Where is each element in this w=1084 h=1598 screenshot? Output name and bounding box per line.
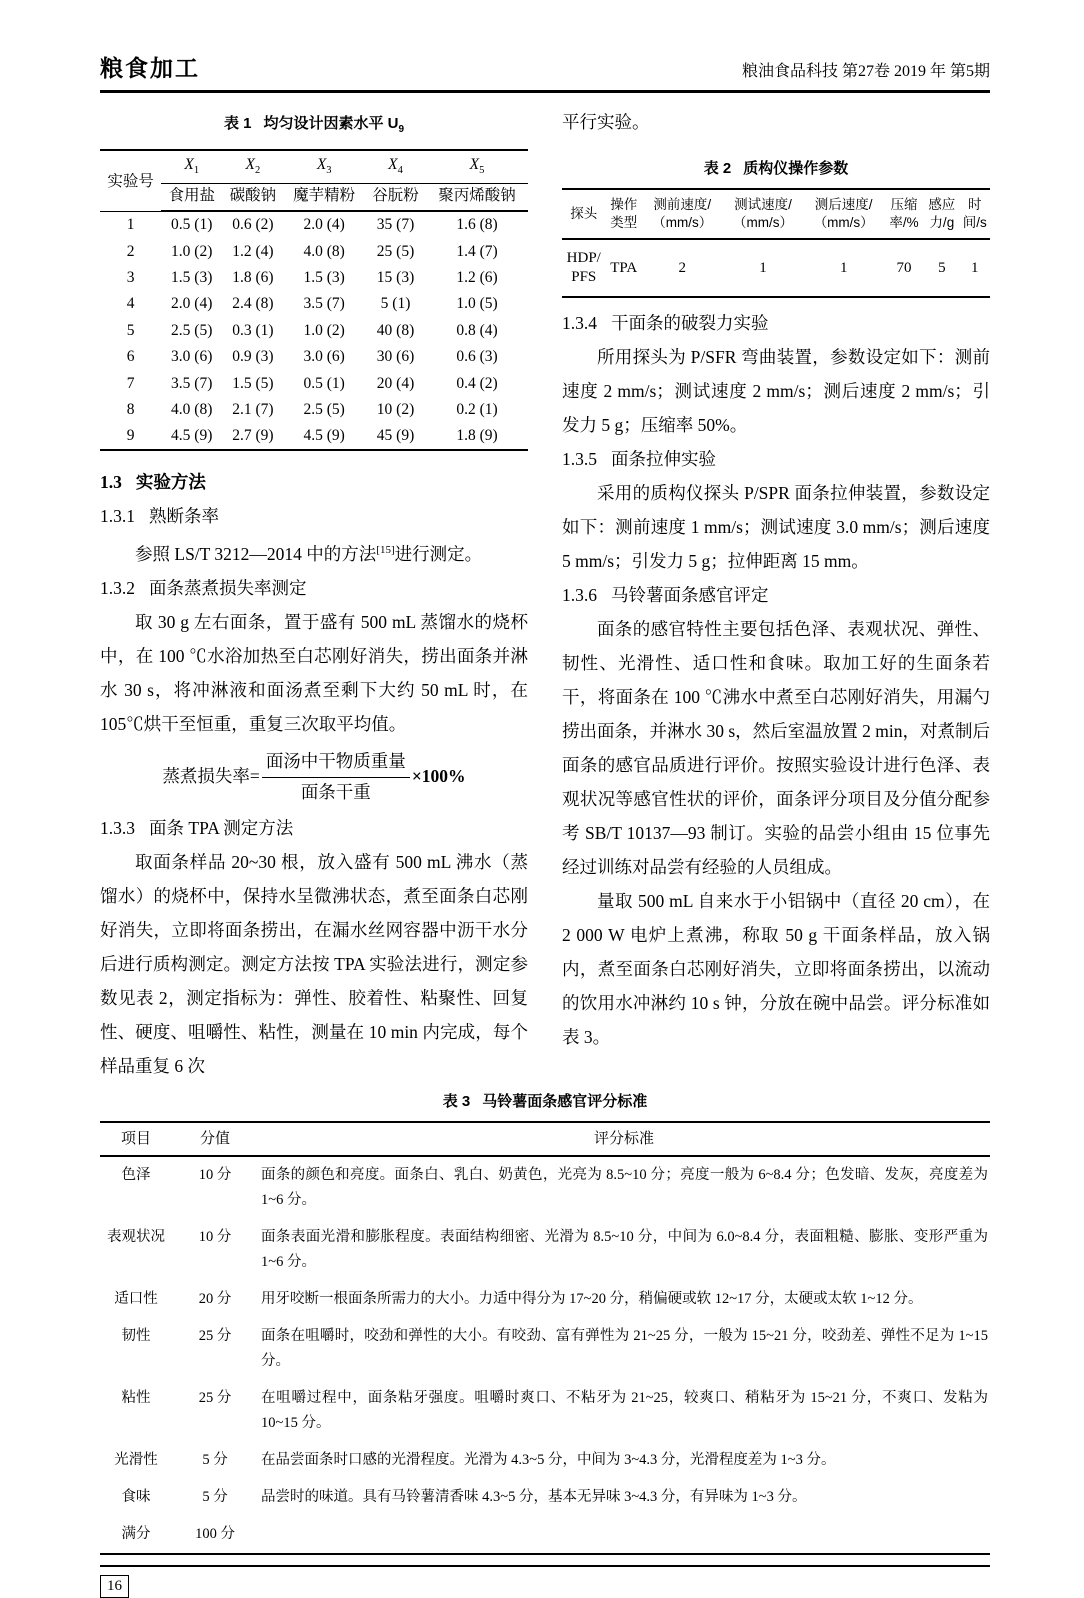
- section-heading-1-3: 1.3 实验方法: [100, 472, 206, 493]
- table1-cell: 3.5 (7): [303, 295, 345, 313]
- table1: [100, 149, 528, 451]
- table1-rowhead: 实验号: [100, 150, 161, 211]
- table2-cell: 2: [678, 259, 686, 276]
- table3-standard: 用牙咬断一根面条所需力的大小。力适中得分为 17~20 分，稍偏硬或软 12~17 分，太硬或太软 1~12 分。: [261, 1291, 923, 1308]
- table1-factor-name: 聚丙烯酸钠: [426, 184, 528, 212]
- table1-caption-label: 表 1: [223, 115, 252, 132]
- table2-header: 压缩率/%: [884, 189, 924, 239]
- table2-cell: 1: [839, 259, 848, 276]
- table1-factor-name: 食用盐: [161, 184, 222, 212]
- table1-cell: 1.0 (2): [303, 321, 345, 339]
- section-heading-1-3-5: 1.3.5 面条拉伸实验: [562, 449, 716, 469]
- table1-cell: 1.5 (3): [303, 269, 345, 287]
- section-heading-1-3-6: 1.3.6 马铃薯面条感官评定: [562, 585, 769, 605]
- table1-row: [100, 397, 528, 423]
- table3-row: [100, 1281, 990, 1318]
- table1-factor-name: 魔芋精粉: [283, 184, 365, 212]
- table1-cell: 1: [126, 216, 135, 234]
- right-column: [562, 105, 990, 1083]
- table1-cell: 0.4 (2): [456, 374, 498, 392]
- table2-row: [562, 239, 990, 297]
- table3-score: 10 分: [198, 1167, 232, 1184]
- table2: [562, 188, 990, 298]
- table1-factor-symbol: $X_5$: [426, 150, 528, 184]
- section-heading-1-3-4: 1.3.4 干面条的破裂力实验: [562, 313, 769, 333]
- table1-row: [100, 318, 528, 344]
- table1-cell: 1.5 (5): [232, 374, 274, 392]
- table3-row: [100, 1516, 990, 1554]
- table3-standard: 面条表面光滑和膨胀程度。表面结构细密、光滑为 8.5~10 分，中间为 6.0~8.4 分，表面粗糙、膨胀、变形严重为 1~6 分。: [261, 1229, 988, 1271]
- table2-cell: TPA: [610, 259, 638, 276]
- table1-cell: 9: [126, 427, 135, 445]
- table3-standard: 面条在咀嚼时，咬劲和弹性的大小。有咬劲、富有弹性为 21~25 分，一般为 15~21 分，咬劲差、弹性不足为 1~15 分。: [261, 1328, 988, 1370]
- table1-factor-symbol: $X_2$: [222, 150, 283, 184]
- table1-cell: 4.0 (8): [171, 400, 213, 418]
- table3-score: 25 分: [198, 1390, 232, 1407]
- table1-row: [100, 370, 528, 396]
- table1-cell: 2.5 (5): [303, 400, 345, 418]
- table3-header: 分值: [172, 1122, 258, 1156]
- table3-row: [100, 1380, 990, 1442]
- table1-cell: 3: [126, 269, 135, 287]
- table2-caption: [562, 159, 990, 179]
- paragraph-continuation: 平行实验。: [562, 112, 650, 132]
- table1-factor-symbol: $X_1$: [161, 150, 222, 184]
- table1-cell: 2.0 (4): [171, 295, 213, 313]
- table2-header: 感应力/g: [924, 189, 960, 239]
- table2-header: 探头: [562, 189, 606, 239]
- table1-row: [100, 291, 528, 317]
- table3-score: 100 分: [195, 1526, 235, 1543]
- table1-cell: 3.0 (6): [303, 348, 345, 366]
- table1-row: [100, 265, 528, 291]
- table3-row: [100, 1318, 990, 1380]
- table1-row: [100, 238, 528, 264]
- table1-cell: 1.4 (7): [456, 242, 498, 260]
- journal-issue-label: 粮油食品科技 第27卷 2019 年 第5期: [741, 63, 990, 80]
- table3-row: [100, 1219, 990, 1281]
- table1-cell: 0.5 (1): [303, 374, 345, 392]
- table1-cell: 1.2 (6): [456, 269, 498, 287]
- table1-cell: 35 (7): [376, 216, 415, 234]
- table3-caption-title: 马铃薯面条感官评分标准: [482, 1093, 648, 1111]
- table3-row: [100, 1156, 990, 1219]
- table3-standard: 面条的颜色和亮度。面条白、乳白、奶黄色，光亮为 8.5~10 分；亮度一般为 6~8.4 分；色发暗、发灰，亮度差为 1~6 分。: [261, 1167, 988, 1209]
- table1-cell: 1.8 (6): [232, 269, 274, 287]
- paragraph-1-3-3: 取面条样品 20~30 根，放入盛有 500 mL 沸水（蒸馏水）的烧杯中，保持水呈微沸状态，煮至面条白芯刚好消失，立即将面条捞出，在漏水丝网容器中沥干水分后进行质构测定。测定方法按 TPA 实验法进行，测定参数见表 2，测定指标为：弹性、胶着性、粘聚性、回复性、硬度、咀嚼性、粘性，测量在 10 min 内完成，每个样品重复 6 次: [100, 852, 528, 1077]
- table3-header-row: [100, 1122, 990, 1156]
- table1-cell: 8: [126, 400, 135, 418]
- table3-score: 5 分: [202, 1452, 228, 1469]
- table2-header-row: [562, 189, 990, 239]
- section-heading-1-3-3: 1.3.3 面条 TPA 测定方法: [100, 818, 294, 839]
- table2-cell: 1: [971, 259, 979, 276]
- table3-item: 食味: [121, 1489, 151, 1506]
- table3: [100, 1121, 990, 1555]
- table1-cell: 0.2 (1): [456, 400, 498, 418]
- table1-row: [100, 344, 528, 370]
- paragraph-1-3-2: 取 30 g 左右面条，置于盛有 500 mL 蒸馏水的烧杯中，在 100 ℃水浴加热至白芯刚好消失，捞出面条并淋水 30 s，将冲淋液和面汤煮至剩下大约 50 mL 时，在 105℃烘干至恒重，重复三次取平均值。: [100, 612, 528, 735]
- table2-header: 测后速度/（mm/s）: [803, 189, 884, 239]
- table3-header: 评分标准: [258, 1122, 990, 1156]
- section-heading-1-3-1: 1.3.1 熟断条率: [100, 506, 219, 527]
- table1-cell: 4: [126, 295, 135, 313]
- table1-cell: 0.5 (1): [171, 216, 213, 234]
- table1-caption: [100, 114, 528, 140]
- table1-cell: 20 (4): [376, 374, 415, 392]
- table1-cell: 10 (2): [376, 400, 415, 418]
- paragraph-1-3-5: 采用的质构仪探头 P/SPR 面条拉伸装置，参数设定如下：测前速度 1 mm/s；测试速度 3.0 mm/s；测后速度 5 mm/s；引发力 5 g；拉伸距离 15 mm。: [562, 483, 990, 571]
- left-column: [100, 105, 528, 1083]
- table1-row: [100, 211, 528, 238]
- formula-lhs: 蒸煮损失率=: [162, 766, 260, 787]
- page-number-box: 16: [100, 1575, 129, 1598]
- table3-row: [100, 1442, 990, 1479]
- table3-score: 20 分: [198, 1291, 232, 1308]
- page-header: [100, 50, 990, 93]
- table1-factor-name: 谷朊粉: [365, 184, 426, 212]
- table3-item: 适口性: [114, 1291, 158, 1308]
- table1-factor-symbol: $X_4$: [365, 150, 426, 184]
- paragraph-1-3-6b: 量取 500 mL 自来水于小铝锅中（直径 20 cm），在 2 000 W 电炉上煮沸，称取 50 g 干面条样品，放入锅内，煮至面条白芯刚好消失，立即将面条捞出，以流动的饮用水冲淋约 10 s 钟，分放在碗中品尝。评分标准如表 3。: [562, 891, 990, 1047]
- table1-row: [100, 423, 528, 450]
- table1-cell: 6: [126, 348, 135, 366]
- table1-cell: 1.0 (5): [456, 295, 498, 313]
- table1-cell: 1.6 (8): [456, 216, 498, 234]
- table1-cell: 4.5 (9): [171, 427, 213, 445]
- formula-rhs: ×100%: [411, 766, 466, 787]
- table2-cell: 1: [759, 259, 767, 276]
- table1-header-row-names: [100, 184, 528, 212]
- table1-caption-title: 均匀设计因素水平 U: [263, 115, 399, 132]
- table3-item: 韧性: [121, 1328, 151, 1345]
- table1-cell: 7: [126, 374, 135, 392]
- table2-header: 测试速度/（mm/s）: [723, 189, 804, 239]
- table1-cell: 2: [126, 242, 135, 260]
- table3-block: [100, 1092, 990, 1555]
- table1-cell: 45 (9): [376, 427, 415, 445]
- table1-cell: 2.0 (4): [303, 216, 345, 234]
- table3-standard: 在品尝面条时口感的光滑程度。光滑为 4.3~5 分，中间为 3~4.3 分，光滑程度差为 1~3 分。: [261, 1452, 836, 1469]
- table3-standard: 在咀嚼过程中，面条粘牙强度。咀嚼时爽口、不粘牙为 21~25，较爽口、稍粘牙为 15~21 分，不爽口、发粘为 10~15 分。: [261, 1390, 988, 1432]
- table3-standard: [258, 1516, 990, 1554]
- table1-factor-name: 碳酸钠: [222, 184, 283, 212]
- table1-cell: 0.6 (3): [456, 348, 498, 366]
- table3-score: 25 分: [198, 1328, 232, 1345]
- table1-cell: 3.0 (6): [171, 348, 213, 366]
- table1-cell: 0.9 (3): [232, 348, 274, 366]
- table1-cell: 0.8 (4): [456, 321, 498, 339]
- section-heading-1-3-2: 1.3.2 面条蒸煮损失率测定: [100, 578, 307, 599]
- table3-item: 粘性: [121, 1390, 151, 1407]
- footer-rule: [100, 1565, 990, 1567]
- cooking-loss-formula: [100, 749, 528, 805]
- table1-cell: 40 (8): [376, 321, 415, 339]
- table3-item: 表观状况: [107, 1229, 165, 1246]
- table2-cell: 70: [896, 259, 912, 276]
- table2-cell: 5: [938, 259, 946, 276]
- table1-cell: 0.3 (1): [232, 321, 274, 339]
- table3-caption: [100, 1092, 990, 1112]
- table2-header: 时间/s: [960, 189, 990, 239]
- table1-caption-subscript: 9: [398, 124, 405, 135]
- table1-cell: 1.0 (2): [171, 242, 213, 260]
- table3-item: 光滑性: [114, 1452, 158, 1469]
- table2-cell: HDP/ PFS: [566, 250, 601, 285]
- body-columns: [100, 105, 990, 1083]
- table1-cell: 3.5 (7): [171, 374, 213, 392]
- table3-caption-label: 表 3: [442, 1093, 471, 1111]
- formula-numerator: 面汤中干物质重量: [262, 749, 410, 777]
- table3-score: 10 分: [198, 1229, 232, 1246]
- table1-factor-symbol: $X_3$: [283, 150, 365, 184]
- table1-cell: 25 (5): [376, 242, 415, 260]
- table1-cell: 1.5 (3): [171, 269, 213, 287]
- table3-score: 5 分: [202, 1489, 228, 1506]
- table1-cell: 2.5 (5): [171, 321, 213, 339]
- table1-cell: 2.4 (8): [232, 295, 274, 313]
- table1-cell: 5: [126, 321, 135, 339]
- formula-fraction: [262, 749, 410, 805]
- table3-item: 满分: [121, 1526, 151, 1543]
- table1-cell: 1.2 (4): [232, 242, 274, 260]
- table3-standard: 品尝时的味道。具有马铃薯清香味 4.3~5 分，基本无异味 3~4.3 分，有异味为 1~3 分。: [261, 1489, 807, 1506]
- table1-cell: 5 (1): [380, 295, 411, 313]
- table1-cell: 30 (6): [376, 348, 415, 366]
- table1-cell: 2.7 (9): [232, 427, 274, 445]
- table2-header: 测前速度/（mm/s）: [642, 189, 723, 239]
- paragraph-1-3-6a: 面条的感官特性主要包括色泽、表观状况、弹性、韧性、光滑性、适口性和食味。取加工好的生面条若干，将面条在 100 ℃沸水中煮至白芯刚好消失，用漏勺捞出面条，并淋水 30 s，然后室温放置 2 min，对煮制后面条的感官品质进行评价。按照实验设计进行色泽、表观状况等感官性状的评价，面条评分项目及分值分配参考 SB/T 10137—93 制订。实验的品尝小组由 15 位事先经过训练对品尝有经验的人员组成。: [562, 619, 990, 877]
- table1-cell: 15 (3): [376, 269, 415, 287]
- paragraph-1-3-4: 所用探头为 P/SFR 弯曲装置，参数设定如下：测前速度 2 mm/s；测试速度 2 mm/s；测后速度 2 mm/s；引发力 5 g；压缩率 50%。: [562, 347, 990, 435]
- table3-item: 色泽: [121, 1167, 151, 1184]
- table3-header: 项目: [100, 1122, 172, 1156]
- table1-cell: 1.8 (9): [456, 427, 498, 445]
- formula-denominator: 面条干重: [300, 781, 371, 802]
- table1-cell: 2.1 (7): [232, 400, 274, 418]
- table2-caption-label: 表 2: [703, 160, 732, 177]
- table2-block: [562, 159, 990, 298]
- table1-cell: 4.5 (9): [303, 427, 345, 445]
- table1-cell: 0.6 (2): [232, 216, 274, 234]
- table2-header: 操作类型: [606, 189, 642, 239]
- reference-superscript: [15]: [376, 544, 395, 557]
- table2-caption-title: 质构仪操作参数: [743, 160, 849, 177]
- journal-section-title: 粮食加工: [100, 55, 200, 81]
- table1-cell: 4.0 (8): [303, 242, 345, 260]
- table1-header-row-symbols: [100, 150, 528, 184]
- table3-row: [100, 1479, 990, 1516]
- paragraph-1-3-1: 参照 LS/T 3212—2014 中的方法[15]进行测定。: [135, 544, 483, 565]
